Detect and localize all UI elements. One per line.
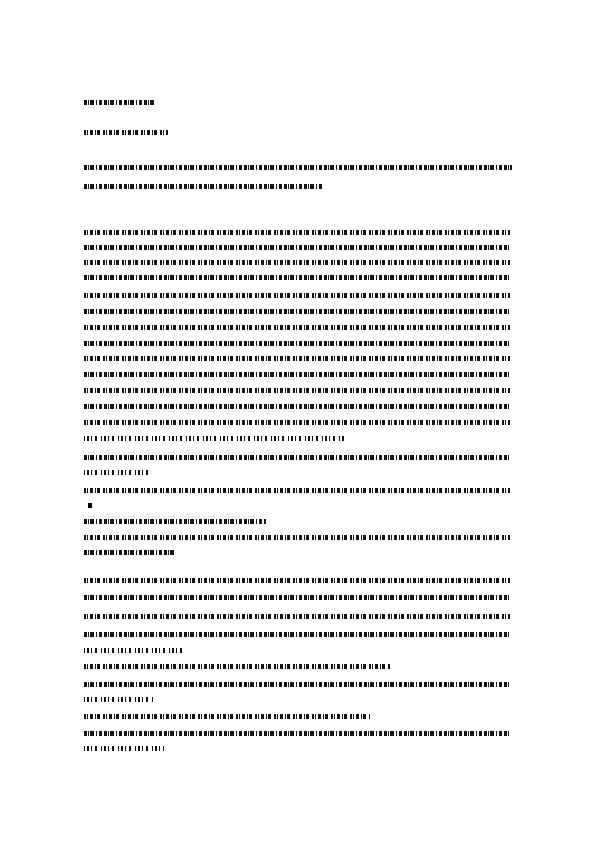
paragraph-line: [84, 436, 344, 441]
paragraph-line: [84, 388, 510, 393]
paragraph-line: [84, 341, 510, 346]
paragraph-line: [84, 356, 510, 361]
paragraph-line: [84, 260, 510, 265]
document-heading-text-2: [0, 0, 1, 1]
paragraph-line: [84, 578, 510, 583]
paragraph-line: [84, 614, 510, 619]
paragraph-line: [84, 535, 510, 540]
paragraph-line: [84, 697, 154, 702]
paragraph-line: [84, 632, 510, 637]
paragraph-line: [84, 230, 510, 235]
paragraph-line: [84, 245, 510, 250]
paragraph-line: [84, 519, 266, 524]
paragraph-line: [84, 488, 510, 493]
paragraph-line: [84, 682, 510, 687]
paragraph-line: [84, 595, 510, 600]
paragraph-line: [84, 404, 510, 409]
paragraph-line: [84, 325, 510, 330]
document-intro-text-2: [0, 0, 1, 1]
paragraph-line: [84, 550, 176, 555]
paragraph-line: [84, 731, 510, 736]
paragraph-line: [84, 309, 510, 314]
paragraph-line: [84, 455, 510, 460]
paragraph-line: [84, 470, 148, 475]
paragraph-line: [84, 420, 510, 425]
intro-line-2: [84, 184, 324, 189]
paragraph-line: [84, 714, 370, 719]
paragraph-line: [84, 293, 510, 298]
document-body-text: [0, 0, 1, 1]
paragraph-line: [84, 746, 164, 751]
intro-line-1: [84, 165, 512, 170]
header-line-1: [84, 100, 156, 105]
paragraph-line: [84, 648, 184, 653]
header-line-2: [84, 130, 168, 135]
paragraph-line: [84, 372, 510, 377]
paragraph-line: [84, 275, 510, 280]
paragraph-line: [84, 664, 390, 669]
document-intro-text-1: [0, 0, 1, 1]
document-heading-text-1: [0, 0, 1, 1]
line-fragment-mark: [88, 503, 92, 508]
